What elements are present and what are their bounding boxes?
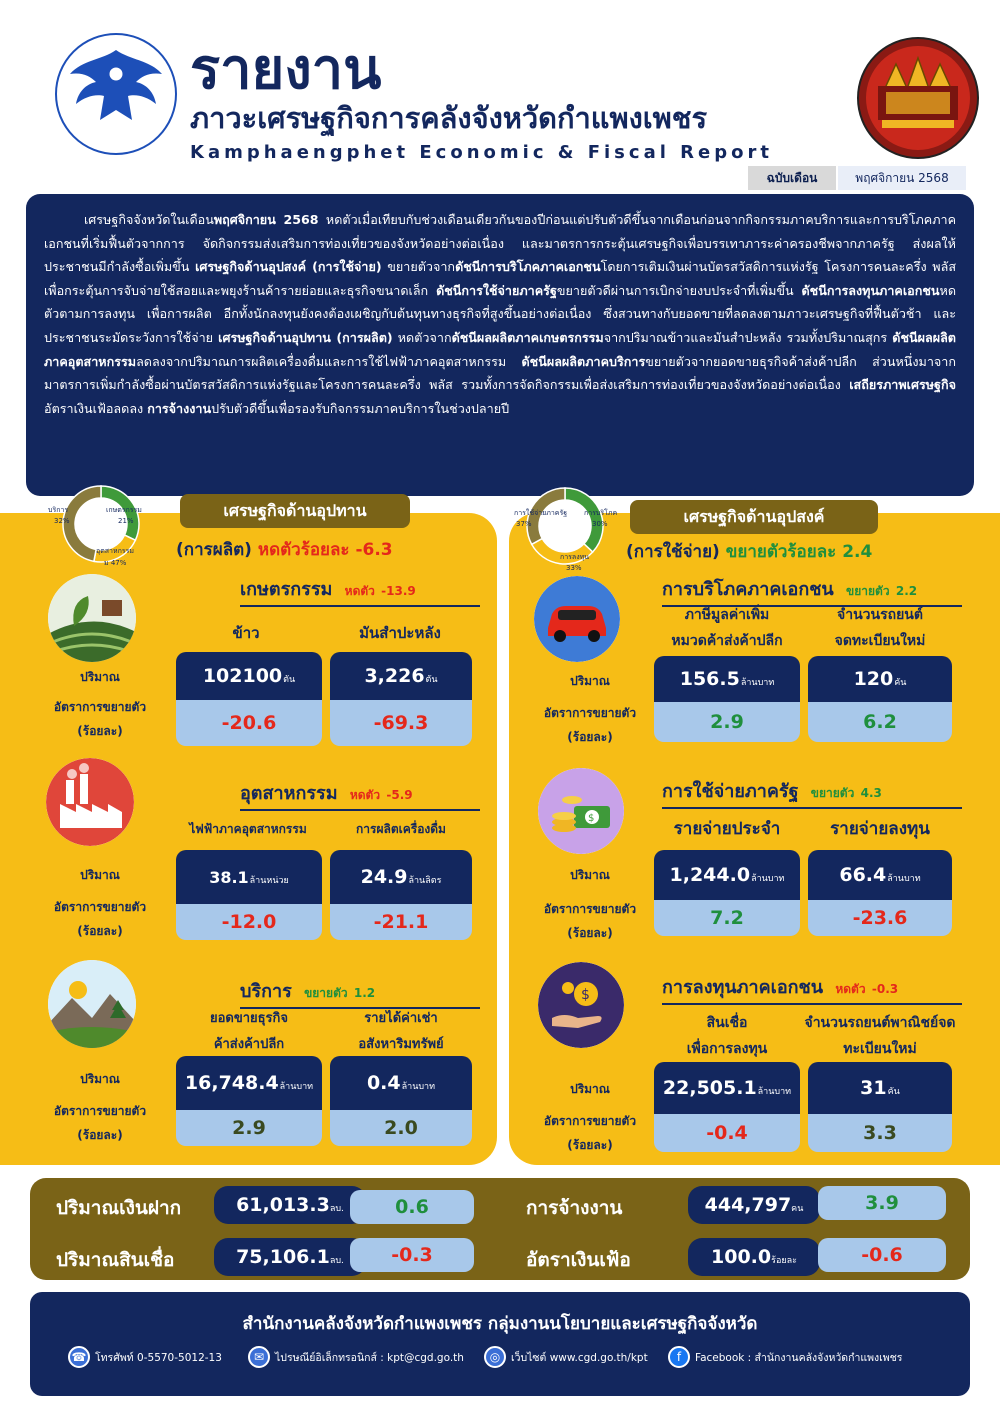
investment-col2: จำนวนรถยนต์พาณิชย์จด ทะเบียนใหม่ — [804, 1015, 956, 1057]
donut-value: 33% — [566, 564, 582, 572]
row-label-growth: อัตราการขยายตัว — [543, 1114, 637, 1128]
agri-col2: มันสำปะหลัง — [359, 624, 441, 642]
agri-rice-growth: -20.6 — [176, 700, 322, 746]
government-col2: รายจ่ายลงทุน — [830, 819, 930, 839]
deposit-growth: 0.6 — [350, 1190, 474, 1224]
footer-facebook[interactable]: f Facebook : สำนักงานคลังจังหวัดกำแพงเพชร — [668, 1346, 902, 1368]
service-rent-growth: 2.0 — [330, 1110, 472, 1146]
edition-label: ฉบับเดือน — [748, 166, 836, 190]
donut-value: 21% — [118, 517, 134, 525]
service-sales-value: 16,748.4 ล้านบาท — [176, 1056, 322, 1110]
agri-col1: ข้าว — [232, 624, 260, 642]
industry-col2: การผลิตเครื่องดื่ม — [356, 822, 446, 836]
industry-electricity-value: 38.1 ล้านหน่วย — [176, 850, 322, 904]
consumption-car-value: 120 คัน — [808, 656, 952, 702]
industry-electricity-growth: -12.0 — [176, 904, 322, 940]
investment-col1: สินเชื่อ เพื่อการลงทุน — [686, 1015, 768, 1057]
service-col1: ยอดขายธุรกิจ ค้าส่งค้าปลีก — [209, 1011, 289, 1052]
donut-label: อุตสาหกรรม — [96, 547, 134, 555]
government-title: การใช้จ่ายภาครัฐ ขยายตัว 4.3 — [662, 776, 962, 809]
donut-value: ม 47% — [104, 559, 127, 567]
page-subtitle: ภาวะเศรษฐกิจการคลังจังหวัดกำแพงเพชร — [190, 101, 708, 135]
svg-text:$: $ — [581, 987, 590, 1003]
row-label-unit: (ร้อยละ) — [567, 926, 613, 940]
investment-loan-growth: -0.4 — [654, 1114, 800, 1152]
row-label-growth: อัตราการขยายตัว — [53, 900, 147, 914]
row-label-growth: อัตราการขยายตัว — [53, 1104, 147, 1118]
industry-col1: ไฟฟ้าภาคอุตสาหกรรม — [189, 822, 307, 836]
employment-value: 444,797 คน — [688, 1186, 820, 1224]
donut-label: การใช้จ่ายภาครัฐ — [514, 509, 568, 517]
footer-website[interactable]: ◎ เว็บไซต์ www.cgd.go.th/kpt — [484, 1346, 648, 1368]
consumption-title: การบริโภคภาคเอกชน ขยายตัว 2.2 — [662, 574, 962, 607]
row-label-unit: (ร้อยละ) — [77, 924, 123, 938]
footer-title: สำนักงานคลังจังหวัดกำแพงเพชร กลุ่มงานนโยบายและเศรษฐกิจจังหวัด — [242, 1314, 758, 1334]
summary-paragraph: เศรษฐกิจจังหวัดในเดือนพฤศจิกายน 2568 หดตัวเมื่อเทียบกับช่วงเดือนเดียวกันของปีก่อนแต่ปรับตัวดีขึ้นจากเดือนก่อนจากกิจกรรมภาคบริการและการบริโภคภาคเอกชนที่เริ่มฟื้นตัวจากการ จัดกิจกรรมส่งเสริมการท่องเที่ยวของจังหวัดอย่างต่อเนื่อง และมาตรการกระตุ้นเศรษฐกิจเพื่อบรรเทาภาระค่าครองชีพจากภาครัฐ ส่งผลให้ประชาชนมีกำลังซื้อเพิ่มขึ้น เศรษฐกิจด้านอุปสงค์ (การใช้จ่าย) ขยายตัวจากดัชนีการบริโภคภาคเอกชนโดยการเติมเงินผ่านบัตรสวัสดิการแห่งรัฐ โครงการคนละครึ่ง พลัส เพื่อกระตุ้นการจับจ่ายใช้สอยและพยุงร้านค้ารายย่อยและธุรกิจขนาดเล็ก ดัชนีการใช้จ่ายภาครัฐขยายตัวดีผ่านการเบิกจ่ายงบประจำที่เพิ่มขึ้น ดัชนีการลงทุนภาคเอกชนหดตัวตามการลงทุน เพื่อการผลิต อีกทั้งนักลงทุนยังคงต้องเผชิญกับต้นทุนทางธุรกิจที่สูงขึ้นอย่างต่อเนื่อง ซึ่งสวนทางกับยอดขายที่ลดลงตามภาวะเศรษฐกิจที่ฟื้นตัวช้า และประชาชนระมัดระวังการใช้จ่าย เศรษฐกิจด้านอุปทาน (การผลิต) หดตัวจากดัชนีผลผลิตภาคเกษตรกรรมจากปริมาณข้าวและมันสำปะหลัง รวมทั้งปริมาณสุกร ดัชนีผลผลิตภาคอุตสาหกรรมลดลงจากปริมาณการผลิตเครื่องดื่มและการใช้ไฟฟ้าภาคอุตสาหกรรม ดัชนีผลผลิตภาคบริการขยายตัวจากยอดขายธุรกิจค้าส่งค้าปลีก ส่วนหนึ่งมาจากมาตรการเพิ่มกำลังซื้อผ่านบัตรสวัสดิการแห่งรัฐและโครงการคนละครึ่ง พลัส รวมทั้งการจัดกิจกรรมเพื่อส่งเสริมการท่องเที่ยวของจังหวัดอย่างต่อเนื่อง เสถียรภาพเศรษฐกิจ อัตราเงินเฟ้อลดลง การจ้างงานปรับตัวดีขึ้นเพื่อรองรับกิจกรรมภาคบริการในช่วงปลายปี — [26, 194, 974, 496]
investment-car-growth: 3.3 — [808, 1114, 952, 1152]
garuda-logo — [52, 30, 180, 158]
tourism-icon — [48, 960, 136, 1048]
investment-loan-value: 22,505.1 ล้านบาท — [654, 1062, 800, 1114]
deposit-value: 61,013.3 ลบ. — [214, 1186, 366, 1224]
investment-icon — [538, 962, 624, 1048]
row-label-growth: อัตราการขยายตัว — [543, 902, 637, 916]
phone-icon: ☎ — [68, 1346, 90, 1368]
donut-label: บริการ — [48, 506, 69, 514]
agri-rice-value: 102100 ตัน — [176, 652, 322, 700]
email-icon: ✉ — [248, 1346, 270, 1368]
inflation-label: อัตราเงินเฟ้อ — [526, 1249, 631, 1271]
agri-cassava-growth: -69.3 — [330, 700, 472, 746]
donut-label: การลงทุน — [560, 553, 590, 561]
provincial-seal — [856, 36, 980, 160]
donut-value: 32% — [54, 517, 70, 525]
consumption-col1: ภาษีมูลค่าเพิ่ม หมวดค้าส่งค้าปลีก — [671, 607, 783, 649]
service-col2: รายได้ค่าเช่า อสังหาริมทรัพย์ — [358, 1011, 444, 1052]
loan-growth: -0.3 — [350, 1238, 474, 1272]
deposit-label: ปริมาณเงินฝาก — [56, 1197, 182, 1219]
donut-label: เกษตรกรรม — [106, 506, 142, 514]
english-title: Kamphaengphet Economic & Fiscal Report — [190, 142, 773, 163]
row-label-growth: อัตราการขยายตัว — [53, 700, 147, 714]
consumption-col2: จำนวนรถยนต์ จดทะเบียนใหม่ — [834, 607, 926, 649]
industry-beverage-value: 24.9 ล้านลิตร — [330, 850, 472, 904]
supply-donut — [46, 476, 156, 572]
inflation-value: 100.0 ร้อยละ — [688, 1238, 820, 1276]
row-label-qty: ปริมาณ — [80, 670, 120, 684]
money-icon — [538, 768, 624, 854]
consumption-vat-value: 156.5 ล้านบาท — [654, 656, 800, 702]
footer-email[interactable]: ✉ ไปรษณีย์อิเล็กทรอนิกส์ : kpt@cgd.go.th — [248, 1346, 464, 1368]
footer-phone[interactable]: ☎ โทรศัพท์ 0-5570-5012-13 — [68, 1346, 222, 1368]
page-title: รายงาน — [190, 37, 382, 102]
row-label-qty: ปริมาณ — [570, 868, 610, 882]
factory-icon — [46, 758, 134, 846]
industry-beverage-growth: -21.1 — [330, 904, 472, 940]
service-sales-growth: 2.9 — [176, 1110, 322, 1146]
agriculture-title: เกษตรกรรม หดตัว -13.9 — [240, 574, 480, 607]
government-capital-value: 66.4 ล้านบาท — [808, 850, 952, 900]
globe-icon: ◎ — [484, 1346, 506, 1368]
car-icon — [534, 576, 620, 662]
consumption-vat-growth: 2.9 — [654, 702, 800, 742]
investment-car-value: 31 คัน — [808, 1062, 952, 1114]
edition-month: พฤศจิกายน 2568 — [838, 166, 966, 190]
agriculture-icon — [48, 574, 136, 662]
industry-title: อุตสาหกรรม หดตัว -5.9 — [240, 778, 480, 811]
inflation-growth: -0.6 — [818, 1238, 946, 1272]
row-label-qty: ปริมาณ — [80, 1072, 120, 1086]
row-label-qty: ปริมาณ — [80, 868, 120, 882]
investment-title: การลงทุนภาคเอกชน หดตัว -0.3 — [662, 972, 962, 1005]
service-title: บริการ ขยายตัว 1.2 — [240, 976, 480, 1009]
supply-subtitle: (การผลิต) หดตัวร้อยละ -6.3 — [176, 540, 393, 560]
government-current-growth: 7.2 — [654, 900, 800, 936]
row-label-unit: (ร้อยละ) — [77, 724, 123, 738]
row-label-qty: ปริมาณ — [570, 1082, 610, 1096]
row-label-growth: อัตราการขยายตัว — [543, 706, 637, 720]
government-capital-growth: -23.6 — [808, 900, 952, 936]
donut-value: 37% — [516, 520, 532, 528]
row-label-qty: ปริมาณ — [570, 674, 610, 688]
agri-cassava-value: 3,226 ตัน — [330, 652, 472, 700]
government-current-value: 1,244.0 ล้านบาท — [654, 850, 800, 900]
employment-growth: 3.9 — [818, 1186, 946, 1220]
loan-label: ปริมาณสินเชื่อ — [56, 1249, 175, 1271]
service-rent-value: 0.4 ล้านบาท — [330, 1056, 472, 1110]
svg-text:$: $ — [588, 813, 595, 824]
government-col1: รายจ่ายประจำ — [673, 819, 781, 839]
demand-subtitle: (การใช้จ่าย) ขยายตัวร้อยละ 2.4 — [626, 542, 873, 562]
demand-donut — [510, 478, 620, 574]
row-label-unit: (ร้อยละ) — [77, 1128, 123, 1142]
supply-tag: เศรษฐกิจด้านอุปทาน — [180, 494, 410, 528]
consumption-car-growth: 6.2 — [808, 702, 952, 742]
demand-tag: เศรษฐกิจด้านอุปสงค์ — [630, 500, 878, 534]
footer — [30, 1292, 970, 1396]
employment-label: การจ้างงาน — [526, 1197, 623, 1219]
donut-value: 30% — [592, 520, 608, 528]
loan-value: 75,106.1 ลบ. — [214, 1238, 366, 1276]
row-label-unit: (ร้อยละ) — [567, 1138, 613, 1152]
donut-label: การบริโภค — [584, 509, 618, 517]
facebook-icon: f — [668, 1346, 690, 1368]
row-label-unit: (ร้อยละ) — [567, 730, 613, 744]
